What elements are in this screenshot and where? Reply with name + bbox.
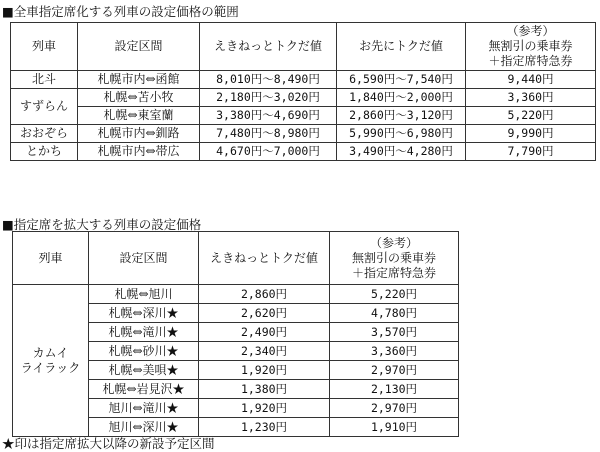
reference-cell: 3,360円 (330, 342, 459, 361)
section-cell: 札幌⇔旭川 (89, 285, 199, 304)
header-reference-line3: ＋指定席特急券 (351, 265, 436, 280)
header-osaki: お先にトクだ値 (337, 23, 466, 71)
header-section: 設定区間 (89, 232, 199, 285)
reference-cell: 3,360円 (466, 89, 596, 107)
eki-net-cell: 7,480円～8,980円 (200, 125, 337, 143)
section-cell: 札幌⇔美唄★ (89, 361, 199, 380)
header-train: 列車 (13, 232, 89, 285)
header-reference-line2: 無割引の乗車券 (351, 250, 436, 265)
train-name-line1: カムイ (32, 345, 69, 360)
header-eki-net: えきねっとトクだ値 (200, 23, 337, 71)
header-reference-line1: （参考） (506, 24, 555, 38)
osaki-cell: 1,840円～2,000円 (337, 89, 466, 107)
eki-net-cell: 2,340円 (199, 342, 330, 361)
footnote: ★印は指定席拡大以降の新設予定区間 (2, 436, 215, 451)
eki-net-cell: 2,620円 (199, 304, 330, 323)
table-row (11, 107, 596, 125)
eki-net-cell: 1,380円 (199, 380, 330, 399)
train-cell: すずらん (11, 89, 78, 125)
reference-cell: 2,970円 (330, 399, 459, 418)
eki-net-cell: 2,490円 (199, 323, 330, 342)
fare-table-reserved-expanded (12, 231, 459, 437)
section-cell: 旭川⇔深川★ (89, 418, 199, 437)
eki-net-cell: 4,670円～7,000円 (200, 143, 337, 161)
table-row (13, 285, 459, 304)
train-name-line2: ライラック (20, 360, 81, 375)
eki-net-cell: 2,180円～3,020円 (200, 89, 337, 107)
header-section: 設定区間 (78, 23, 200, 71)
header-reference (466, 23, 596, 71)
section-cell: 札幌⇔砂川★ (89, 342, 199, 361)
table-row (11, 89, 596, 107)
train-cell: おおぞら (11, 125, 78, 143)
table-row (11, 71, 596, 89)
train-cell: 北斗 (11, 71, 78, 89)
eki-net-cell: 1,920円 (199, 361, 330, 380)
train-cell: とかち (11, 143, 78, 161)
train-cell (13, 285, 89, 437)
header-reference-line3: ＋指定席特急券 (488, 54, 573, 68)
reference-cell: 9,990円 (466, 125, 596, 143)
section2-title: ■指定席を拡大する列車の設定価格 (2, 217, 202, 232)
header-reference-line2: 無割引の乗車券 (488, 39, 573, 53)
section-cell: 札幌⇔苫小牧 (78, 89, 200, 107)
eki-net-cell: 1,230円 (199, 418, 330, 437)
eki-net-cell: 1,920円 (199, 399, 330, 418)
table-header-row (13, 232, 459, 285)
eki-net-cell: 2,860円 (199, 285, 330, 304)
header-reference-line1: （参考） (369, 235, 418, 250)
eki-net-cell: 3,380円～4,690円 (200, 107, 337, 125)
header-reference (330, 232, 459, 285)
section-cell: 札幌⇔東室蘭 (78, 107, 200, 125)
section1-title: ■全車指定席化する列車の設定価格の範囲 (2, 4, 239, 19)
section-cell: 札幌⇔滝川★ (89, 323, 199, 342)
section-cell: 旭川⇔滝川★ (89, 399, 199, 418)
osaki-cell: 2,860円～3,120円 (337, 107, 466, 125)
header-train: 列車 (11, 23, 78, 71)
eki-net-cell: 8,010円～8,490円 (200, 71, 337, 89)
table-row (11, 125, 596, 143)
section-cell: 札幌市内⇔帯広 (78, 143, 200, 161)
reference-cell: 1,910円 (330, 418, 459, 437)
reference-cell: 4,780円 (330, 304, 459, 323)
section-cell: 札幌市内⇔釧路 (78, 125, 200, 143)
table-header-row (11, 23, 596, 71)
reference-cell: 7,790円 (466, 143, 596, 161)
reference-cell: 9,440円 (466, 71, 596, 89)
reference-cell: 5,220円 (330, 285, 459, 304)
reference-cell: 2,130円 (330, 380, 459, 399)
section-cell: 札幌⇔深川★ (89, 304, 199, 323)
fare-table-reserved-only (10, 22, 596, 161)
osaki-cell: 5,990円～6,980円 (337, 125, 466, 143)
reference-cell: 5,220円 (466, 107, 596, 125)
reference-cell: 2,970円 (330, 361, 459, 380)
osaki-cell: 3,490円～4,280円 (337, 143, 466, 161)
osaki-cell: 6,590円～7,540円 (337, 71, 466, 89)
section-cell: 札幌⇔岩見沢★ (89, 380, 199, 399)
reference-cell: 3,570円 (330, 323, 459, 342)
table-row (11, 143, 596, 161)
header-eki-net: えきねっとトクだ値 (199, 232, 330, 285)
section-cell: 札幌市内⇔函館 (78, 71, 200, 89)
